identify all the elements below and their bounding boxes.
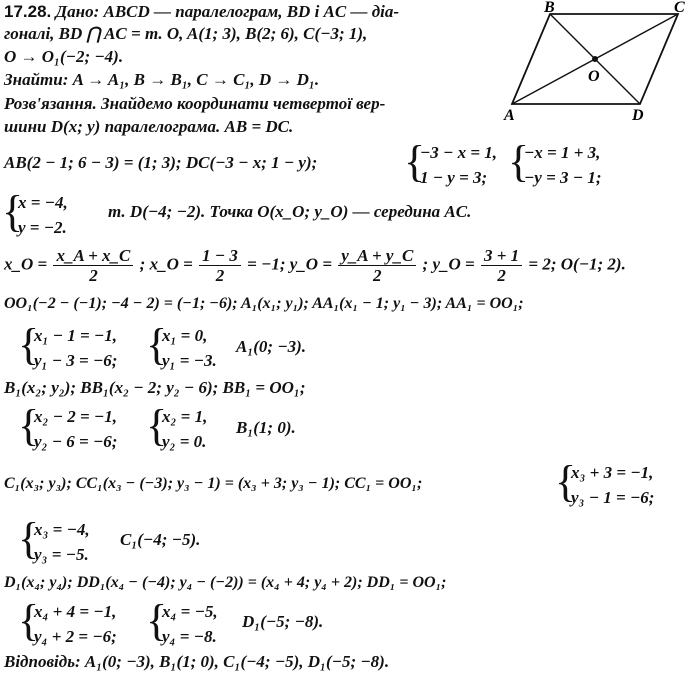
system-line: y₁ − 3 = −6; (34, 351, 118, 370)
numerator: 3 + 1 (481, 246, 522, 266)
system-line: −y = 3 − 1; (524, 168, 602, 187)
problem-header (4, 2, 399, 22)
system-line: y₂ − 6 = −6; (34, 432, 118, 451)
system-line: y₃ − 1 = −6; (571, 488, 655, 507)
system-c1 (571, 460, 654, 510)
formula-part: ; y_O = (422, 254, 475, 274)
system-line: x₁ = 0, (162, 326, 208, 345)
label-b: B (544, 0, 555, 16)
system-line: x₁ − 1 = −1, (34, 326, 117, 345)
brace: { (146, 401, 168, 450)
brace: { (508, 137, 530, 186)
midpoint-line (4, 246, 626, 285)
problem-number: 17.28. (4, 2, 52, 21)
system-c1-result (34, 517, 90, 567)
fraction (338, 246, 416, 285)
system-line: 1 − y = 3; (420, 168, 488, 187)
formula-part: ; x_O = (139, 254, 193, 274)
system-b1-result (162, 404, 207, 454)
system-d1-result (162, 599, 218, 649)
given-line-2: гоналі, BD ⋂ AC = т. O, A(1; 3), B(2; 6), C(−3; 1), (4, 24, 368, 43)
numerator: x_A + x_C (53, 246, 133, 266)
label-o: O (588, 68, 600, 85)
point-d-line: т. D(−4; −2). Точка O(x_O; y_O) — середина AC. (108, 202, 472, 221)
system-line: y = −2. (18, 218, 67, 237)
denominator: 2 (89, 266, 98, 285)
answer-line: Відповідь: A₁(0; −3), B₁(1; 0), C₁(−4; −5), D₁(−5; −8). (4, 652, 390, 671)
brace: { (18, 401, 40, 450)
system-line: x₄ + 4 = −1, (34, 602, 117, 621)
given-line-1: Дано: ABCD — паралелограм, BD і AC — діа- (55, 2, 400, 21)
brace: { (18, 514, 40, 563)
d1-result: D₁(−5; −8). (242, 612, 324, 631)
vector-oo1-line: OO₁(−2 − (−1); −4 − 2) = (−1; −6); A₁(x₁; y₁); AA₁(x₁ − 1; y₁ − 3); AA₁ = OO₁; (4, 295, 524, 312)
label-a: A (504, 107, 515, 124)
system-a1 (34, 323, 117, 373)
system-line: y₄ + 2 = −6; (34, 627, 117, 646)
denominator: 2 (497, 266, 506, 285)
fraction (481, 246, 522, 285)
system-d1 (34, 599, 117, 649)
c1-result: C₁(−4; −5). (120, 530, 201, 549)
parallelogram-figure (500, 0, 690, 125)
denominator: 2 (215, 266, 225, 285)
brace: { (146, 320, 168, 369)
fraction (53, 246, 133, 285)
vector-ab-dc-line: AB(2 − 1; 6 − 3) = (1; 3); DC(−3 − x; 1 − y); (4, 153, 318, 172)
system-line: x₂ = 1, (162, 407, 208, 426)
system-line: x₂ − 2 = −1, (34, 407, 117, 426)
system-line: −x = 1 + 3, (524, 143, 601, 162)
a1-result: A₁(0; −3). (236, 337, 307, 356)
b1-result: B₁(1; 0). (236, 418, 296, 437)
solution-line-1: Розв'язання. Знайдемо координати четвертої вер- (4, 94, 386, 113)
d1-vector-line: D₁(x₄; y₄); DD₁(x₄ − (−4); y₄ − (−2)) = (x₄ + 4; y₄ + 2); DD₁ = OO₁; (4, 574, 447, 591)
system-2 (524, 140, 602, 190)
system-line: y₃ = −5. (34, 545, 89, 564)
numerator: 1 − 3 (199, 246, 241, 266)
solution-line-2: шини D(x; y) паралелограма. AB = DC. (4, 117, 294, 136)
system-line: y₁ = −3. (162, 351, 217, 370)
formula-part: x_O = (4, 254, 48, 274)
system-1 (420, 140, 497, 190)
brace: { (555, 457, 577, 506)
label-d: D (632, 107, 644, 124)
numerator: y_A + y_C (338, 246, 416, 266)
brace: { (2, 187, 24, 236)
point-o (592, 56, 598, 62)
brace: { (18, 596, 40, 645)
formula-part: = −1; y_O = (247, 254, 333, 274)
system-line: y₄ = −8. (162, 627, 217, 646)
system-b1 (34, 404, 117, 454)
brace: { (404, 137, 426, 186)
system-line: x₄ = −5, (162, 602, 218, 621)
find-line: Знайти: A → A₁, B → B₁, C → C₁, D → D₁. (4, 70, 320, 89)
given-line-3: O → O₁(−2; −4). (4, 47, 124, 66)
system-line: x = −4, (18, 193, 68, 212)
system-d (18, 190, 68, 240)
c1-vector-line: C₁(x₃; y₃); CC₁(x₃ − (−3); y₃ − 1) = (x₃ + 3; y₃ − 1); CC₁ = OO₁; (4, 475, 423, 492)
formula-part: = 2; O(−1; 2). (528, 254, 626, 274)
fraction (199, 246, 241, 285)
system-line: −3 − x = 1, (420, 143, 498, 162)
system-line: x₃ = −4, (34, 520, 90, 539)
denominator: 2 (373, 266, 382, 285)
label-c: C (674, 0, 685, 16)
brace: { (146, 596, 168, 645)
brace: { (18, 320, 40, 369)
b1-vector-line: B₁(x₂; y₂); BB₁(x₂ − 2; y₂ − 6); BB₁ = OO₁; (4, 378, 306, 397)
system-line: x₃ + 3 = −1, (571, 463, 654, 482)
system-line: y₂ = 0. (162, 432, 207, 451)
system-a1-result (162, 323, 217, 373)
